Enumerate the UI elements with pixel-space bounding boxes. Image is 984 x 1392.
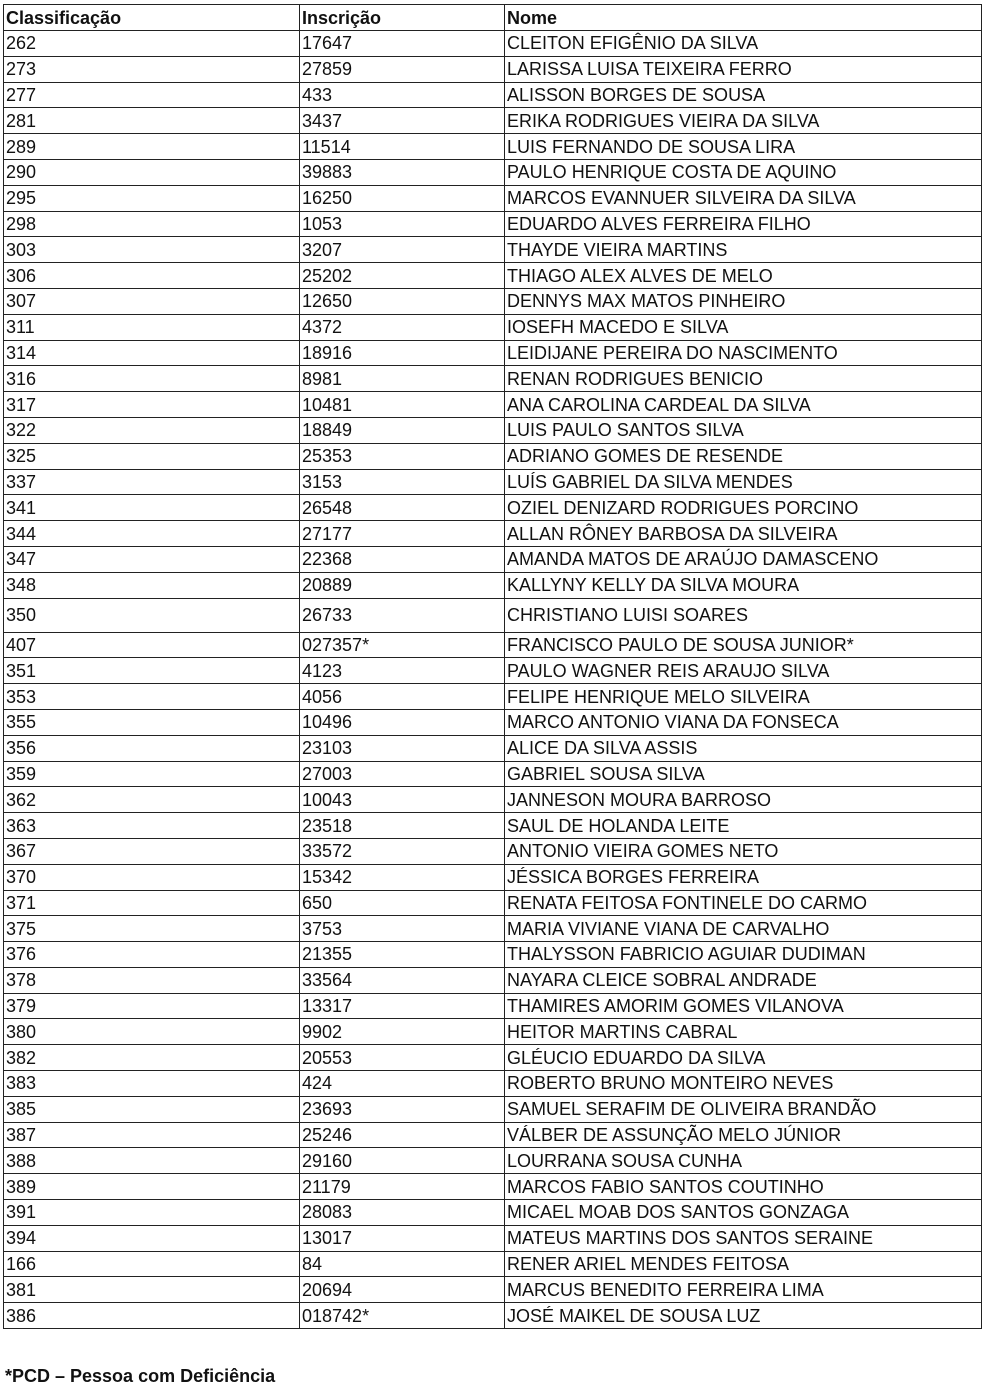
cell-classificacao: 379	[4, 993, 300, 1019]
cell-nome: LUÍS GABRIEL DA SILVA MENDES	[505, 469, 982, 495]
cell-nome: SAMUEL SERAFIM DE OLIVEIRA BRANDÃO	[505, 1096, 982, 1122]
cell-nome: VÁLBER DE ASSUNÇÃO MELO JÚNIOR	[505, 1122, 982, 1148]
cell-classificacao: 262	[4, 31, 300, 57]
cell-nome: THAYDE VIEIRA MARTINS	[505, 237, 982, 263]
table-row	[4, 392, 982, 418]
cell-classificacao: 303	[4, 237, 300, 263]
cell-inscricao: 27859	[300, 56, 505, 82]
cell-inscricao: 13017	[300, 1225, 505, 1251]
cell-classificacao: 355	[4, 709, 300, 735]
cell-classificacao: 381	[4, 1277, 300, 1303]
cell-nome: ALISSON BORGES DE SOUSA	[505, 82, 982, 108]
cell-inscricao: 27177	[300, 521, 505, 547]
cell-classificacao: 383	[4, 1071, 300, 1097]
table-row	[4, 632, 982, 658]
header-nome: Nome	[505, 5, 982, 31]
table-row	[4, 237, 982, 263]
cell-classificacao: 394	[4, 1225, 300, 1251]
cell-nome: DENNYS MAX MATOS PINHEIRO	[505, 288, 982, 314]
cell-inscricao: 26548	[300, 495, 505, 521]
cell-inscricao: 33572	[300, 838, 505, 864]
cell-classificacao: 363	[4, 813, 300, 839]
cell-classificacao: 337	[4, 469, 300, 495]
table-row	[4, 684, 982, 710]
header-inscricao: Inscrição	[300, 5, 505, 31]
cell-nome: EDUARDO ALVES FERREIRA FILHO	[505, 211, 982, 237]
cell-inscricao: 3207	[300, 237, 505, 263]
cell-nome: MICAEL MOAB DOS SANTOS GONZAGA	[505, 1200, 982, 1226]
cell-nome: FRANCISCO PAULO DE SOUSA JUNIOR*	[505, 632, 982, 658]
cell-inscricao: 21355	[300, 942, 505, 968]
cell-nome: HEITOR MARTINS CABRAL	[505, 1019, 982, 1045]
table-header-row	[4, 5, 982, 31]
cell-nome: LARISSA LUISA TEIXEIRA FERRO	[505, 56, 982, 82]
cell-classificacao: 307	[4, 288, 300, 314]
cell-nome: FELIPE HENRIQUE MELO SILVEIRA	[505, 684, 982, 710]
cell-inscricao: 3437	[300, 108, 505, 134]
cell-inscricao: 84	[300, 1251, 505, 1277]
table-row	[4, 263, 982, 289]
cell-classificacao: 273	[4, 56, 300, 82]
cell-classificacao: 281	[4, 108, 300, 134]
cell-nome: MARIA VIVIANE VIANA DE CARVALHO	[505, 916, 982, 942]
cell-classificacao: 367	[4, 838, 300, 864]
table-row	[4, 108, 982, 134]
cell-inscricao: 25353	[300, 443, 505, 469]
table-row	[4, 1251, 982, 1277]
cell-classificacao: 166	[4, 1251, 300, 1277]
cell-classificacao: 341	[4, 495, 300, 521]
table-row	[4, 469, 982, 495]
cell-nome: NAYARA CLEICE SOBRAL ANDRADE	[505, 967, 982, 993]
cell-classificacao: 344	[4, 521, 300, 547]
cell-classificacao: 290	[4, 159, 300, 185]
cell-inscricao: 11514	[300, 134, 505, 160]
table-row	[4, 1303, 982, 1329]
table-body	[4, 31, 982, 1329]
cell-inscricao: 9902	[300, 1019, 505, 1045]
cell-nome: OZIEL DENIZARD RODRIGUES PORCINO	[505, 495, 982, 521]
table-row	[4, 1174, 982, 1200]
cell-inscricao: 26733	[300, 598, 505, 632]
cell-inscricao: 25202	[300, 263, 505, 289]
cell-classificacao: 306	[4, 263, 300, 289]
cell-classificacao: 382	[4, 1045, 300, 1071]
cell-inscricao: 15342	[300, 864, 505, 890]
cell-inscricao: 23693	[300, 1096, 505, 1122]
cell-classificacao: 380	[4, 1019, 300, 1045]
cell-classificacao: 385	[4, 1096, 300, 1122]
cell-nome: SAUL DE HOLANDA LEITE	[505, 813, 982, 839]
cell-nome: JÉSSICA BORGES FERREIRA	[505, 864, 982, 890]
cell-nome: LUIS FERNANDO DE SOUSA LIRA	[505, 134, 982, 160]
cell-inscricao: 18916	[300, 340, 505, 366]
cell-classificacao: 391	[4, 1200, 300, 1226]
table-row	[4, 735, 982, 761]
cell-classificacao: 311	[4, 314, 300, 340]
cell-classificacao: 389	[4, 1174, 300, 1200]
cell-inscricao: 33564	[300, 967, 505, 993]
cell-nome: THIAGO ALEX ALVES DE MELO	[505, 263, 982, 289]
cell-classificacao: 351	[4, 658, 300, 684]
cell-inscricao: 12650	[300, 288, 505, 314]
table-row	[4, 134, 982, 160]
table-row	[4, 185, 982, 211]
table-row	[4, 546, 982, 572]
table-row	[4, 31, 982, 57]
cell-nome: GABRIEL SOUSA SILVA	[505, 761, 982, 787]
table-row	[4, 1071, 982, 1097]
cell-inscricao: 027357*	[300, 632, 505, 658]
table-row	[4, 993, 982, 1019]
cell-nome: MARCOS EVANNUER SILVEIRA DA SILVA	[505, 185, 982, 211]
cell-classificacao: 350	[4, 598, 300, 632]
cell-classificacao: 314	[4, 340, 300, 366]
table-row	[4, 942, 982, 968]
cell-inscricao: 16250	[300, 185, 505, 211]
cell-inscricao: 3153	[300, 469, 505, 495]
cell-inscricao: 10481	[300, 392, 505, 418]
cell-nome: ERIKA RODRIGUES VIEIRA DA SILVA	[505, 108, 982, 134]
table-row	[4, 1019, 982, 1045]
cell-classificacao: 353	[4, 684, 300, 710]
cell-inscricao: 8981	[300, 366, 505, 392]
table-row	[4, 495, 982, 521]
table-row	[4, 572, 982, 598]
cell-nome: KALLYNY KELLY DA SILVA MOURA	[505, 572, 982, 598]
header-classificacao: Classificação	[4, 5, 300, 31]
cell-inscricao: 20694	[300, 1277, 505, 1303]
table-row	[4, 314, 982, 340]
cell-inscricao: 23103	[300, 735, 505, 761]
table-row	[4, 838, 982, 864]
cell-nome: MARCUS BENEDITO FERREIRA LIMA	[505, 1277, 982, 1303]
cell-classificacao: 371	[4, 890, 300, 916]
table-row	[4, 521, 982, 547]
table-row	[4, 813, 982, 839]
cell-classificacao: 348	[4, 572, 300, 598]
table-row	[4, 761, 982, 787]
cell-inscricao: 018742*	[300, 1303, 505, 1329]
cell-classificacao: 298	[4, 211, 300, 237]
cell-classificacao: 387	[4, 1122, 300, 1148]
cell-classificacao: 386	[4, 1303, 300, 1329]
cell-classificacao: 347	[4, 546, 300, 572]
cell-inscricao: 22368	[300, 546, 505, 572]
cell-classificacao: 407	[4, 632, 300, 658]
table-row	[4, 598, 982, 632]
cell-nome: JOSÉ MAIKEL DE SOUSA LUZ	[505, 1303, 982, 1329]
cell-inscricao: 18849	[300, 417, 505, 443]
cell-inscricao: 650	[300, 890, 505, 916]
cell-inscricao: 433	[300, 82, 505, 108]
cell-classificacao: 376	[4, 942, 300, 968]
cell-inscricao: 29160	[300, 1148, 505, 1174]
cell-nome: THALYSSON FABRICIO AGUIAR DUDIMAN	[505, 942, 982, 968]
table-row	[4, 1200, 982, 1226]
cell-inscricao: 25246	[300, 1122, 505, 1148]
cell-nome: THAMIRES AMORIM GOMES VILANOVA	[505, 993, 982, 1019]
results-document	[3, 4, 981, 1329]
cell-inscricao: 20553	[300, 1045, 505, 1071]
cell-classificacao: 316	[4, 366, 300, 392]
cell-nome: IOSEFH MACEDO E SILVA	[505, 314, 982, 340]
cell-nome: MARCO ANTONIO VIANA DA FONSECA	[505, 709, 982, 735]
footnote-pcd: *PCD – Pessoa com Deficiência	[5, 1366, 276, 1386]
cell-inscricao: 4056	[300, 684, 505, 710]
cell-nome: ALICE DA SILVA ASSIS	[505, 735, 982, 761]
cell-inscricao: 10043	[300, 787, 505, 813]
cell-nome: ANTONIO VIEIRA GOMES NETO	[505, 838, 982, 864]
cell-nome: CLEITON EFIGÊNIO DA SILVA	[505, 31, 982, 57]
table-row	[4, 56, 982, 82]
cell-classificacao: 359	[4, 761, 300, 787]
cell-classificacao: 378	[4, 967, 300, 993]
cell-inscricao: 1053	[300, 211, 505, 237]
table-row	[4, 366, 982, 392]
cell-inscricao: 13317	[300, 993, 505, 1019]
cell-nome: RENER ARIEL MENDES FEITOSA	[505, 1251, 982, 1277]
cell-classificacao: 317	[4, 392, 300, 418]
cell-classificacao: 295	[4, 185, 300, 211]
table-row	[4, 916, 982, 942]
table-row	[4, 443, 982, 469]
table-row	[4, 890, 982, 916]
cell-inscricao: 27003	[300, 761, 505, 787]
cell-inscricao: 4123	[300, 658, 505, 684]
cell-nome: LUIS PAULO SANTOS SILVA	[505, 417, 982, 443]
cell-nome: GLÉUCIO EDUARDO DA SILVA	[505, 1045, 982, 1071]
table-row	[4, 82, 982, 108]
table-row	[4, 1225, 982, 1251]
cell-inscricao: 4372	[300, 314, 505, 340]
cell-nome: RENAN RODRIGUES BENICIO	[505, 366, 982, 392]
table-row	[4, 658, 982, 684]
cell-classificacao: 370	[4, 864, 300, 890]
cell-classificacao: 356	[4, 735, 300, 761]
cell-inscricao: 39883	[300, 159, 505, 185]
cell-nome: PAULO HENRIQUE COSTA DE AQUINO	[505, 159, 982, 185]
table-row	[4, 211, 982, 237]
table-row	[4, 1045, 982, 1071]
cell-inscricao: 3753	[300, 916, 505, 942]
table-row	[4, 340, 982, 366]
cell-nome: LEIDIJANE PEREIRA DO NASCIMENTO	[505, 340, 982, 366]
table-row	[4, 787, 982, 813]
cell-nome: MATEUS MARTINS DOS SANTOS SERAINE	[505, 1225, 982, 1251]
table-row	[4, 417, 982, 443]
cell-nome: ALLAN RÔNEY BARBOSA DA SILVEIRA	[505, 521, 982, 547]
cell-classificacao: 375	[4, 916, 300, 942]
cell-nome: PAULO WAGNER REIS ARAUJO SILVA	[505, 658, 982, 684]
cell-nome: LOURRANA SOUSA CUNHA	[505, 1148, 982, 1174]
cell-nome: RENATA FEITOSA FONTINELE DO CARMO	[505, 890, 982, 916]
cell-classificacao: 277	[4, 82, 300, 108]
table-row	[4, 288, 982, 314]
cell-classificacao: 289	[4, 134, 300, 160]
table-row	[4, 1277, 982, 1303]
cell-nome: AMANDA MATOS DE ARAÚJO DAMASCENO	[505, 546, 982, 572]
cell-nome: JANNESON MOURA BARROSO	[505, 787, 982, 813]
cell-inscricao: 424	[300, 1071, 505, 1097]
cell-nome: MARCOS FABIO SANTOS COUTINHO	[505, 1174, 982, 1200]
classification-table	[3, 4, 982, 1329]
table-row	[4, 1148, 982, 1174]
cell-inscricao: 20889	[300, 572, 505, 598]
table-row	[4, 1096, 982, 1122]
cell-inscricao: 10496	[300, 709, 505, 735]
cell-classificacao: 322	[4, 417, 300, 443]
table-row	[4, 967, 982, 993]
cell-classificacao: 325	[4, 443, 300, 469]
table-row	[4, 864, 982, 890]
cell-classificacao: 362	[4, 787, 300, 813]
cell-inscricao: 28083	[300, 1200, 505, 1226]
cell-inscricao: 23518	[300, 813, 505, 839]
table-row	[4, 1122, 982, 1148]
cell-classificacao: 388	[4, 1148, 300, 1174]
cell-nome: ANA CAROLINA CARDEAL DA SILVA	[505, 392, 982, 418]
cell-nome: ADRIANO GOMES DE RESENDE	[505, 443, 982, 469]
cell-nome: ROBERTO BRUNO MONTEIRO NEVES	[505, 1071, 982, 1097]
cell-inscricao: 21179	[300, 1174, 505, 1200]
cell-inscricao: 17647	[300, 31, 505, 57]
cell-nome: CHRISTIANO LUISI SOARES	[505, 598, 982, 632]
table-row	[4, 159, 982, 185]
table-row	[4, 709, 982, 735]
